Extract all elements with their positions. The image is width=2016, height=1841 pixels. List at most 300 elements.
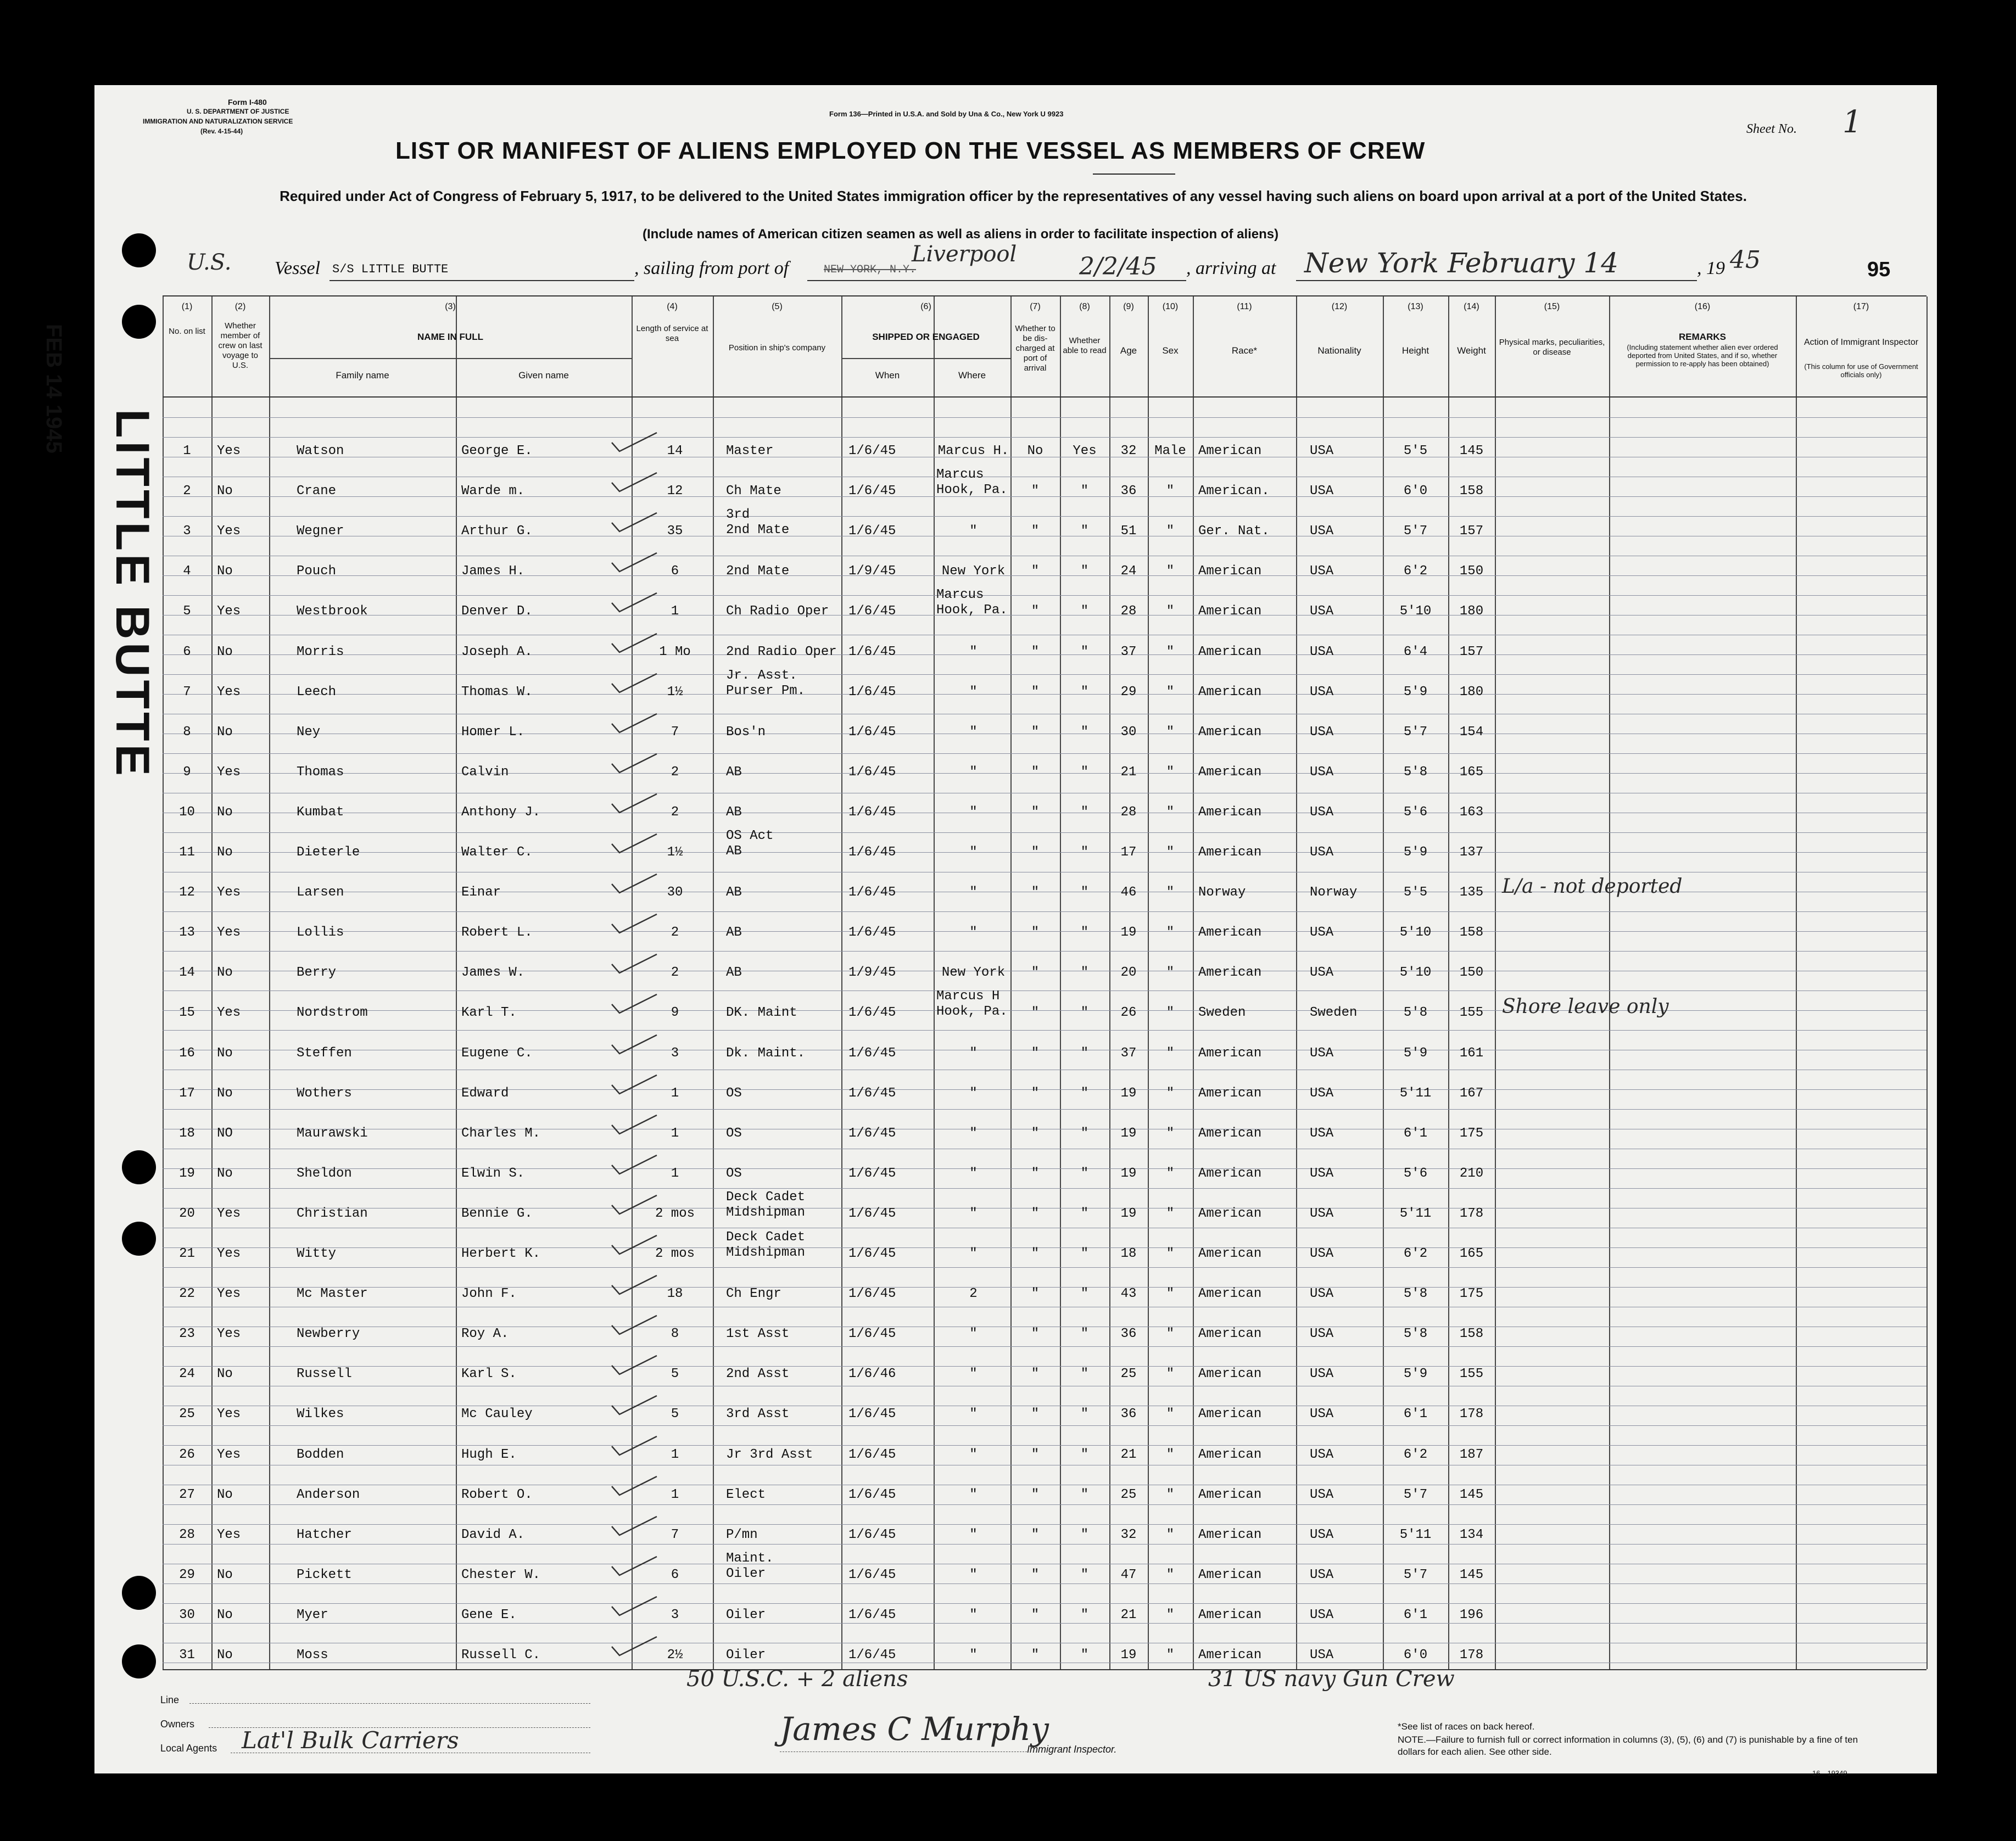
crew-last-voyage: No xyxy=(217,845,233,860)
department: U. S. DEPARTMENT OF JUSTICE xyxy=(187,108,289,115)
height: 5'7 xyxy=(1403,524,1428,539)
row-number: 15 xyxy=(179,1005,195,1020)
position: DK. Maint xyxy=(726,1005,797,1020)
age: 18 xyxy=(1120,1246,1137,1261)
length-of-service: 35 xyxy=(667,524,683,539)
check-mark-icon xyxy=(610,1395,659,1417)
position: Jr. Asst. xyxy=(726,668,797,683)
able-to-read: " xyxy=(1080,1527,1089,1542)
shipped-when: 1/6/45 xyxy=(848,1005,896,1020)
form-code: 16—19349 xyxy=(1812,1769,1847,1777)
crew-last-voyage: Yes xyxy=(217,1005,241,1020)
position-line2: Purser Pm. xyxy=(726,684,806,698)
vessel-prefix: U.S. xyxy=(187,250,232,275)
crew-last-voyage: No xyxy=(217,1367,233,1381)
ruled-line xyxy=(163,437,1926,438)
shipped-when: 1/6/45 xyxy=(848,1568,896,1582)
family-name: Dieterle xyxy=(297,845,360,860)
column-rule xyxy=(1193,296,1194,1669)
sex: " xyxy=(1166,1005,1175,1020)
crew-last-voyage: Yes xyxy=(217,1527,241,1542)
weight: 163 xyxy=(1459,805,1484,820)
family-name: Pouch xyxy=(297,564,337,579)
shipped-where-line2: Hook, Pa. xyxy=(936,603,1008,618)
races-note: *See list of races on back hereof. xyxy=(1398,1721,1535,1732)
nationality: USA xyxy=(1310,845,1334,860)
family-name: Moss xyxy=(297,1648,328,1663)
shipped-where: " xyxy=(969,1166,978,1181)
discharged: " xyxy=(1031,564,1040,579)
given-name: Arthur G. xyxy=(461,524,533,539)
header-when: When xyxy=(875,370,900,380)
nationality: USA xyxy=(1310,1447,1334,1462)
shipped-where: " xyxy=(969,1407,978,1422)
column-rule xyxy=(1796,296,1797,1669)
given-name: George E. xyxy=(461,444,533,458)
header-given-name: Given name xyxy=(518,370,569,380)
sex: " xyxy=(1166,1206,1175,1221)
column-rule xyxy=(1010,296,1012,1669)
length-of-service: 18 xyxy=(667,1286,683,1301)
position: Oiler xyxy=(726,1608,766,1622)
length-of-service: 5 xyxy=(671,1367,679,1381)
check-mark-icon xyxy=(610,1274,659,1296)
nationality: USA xyxy=(1310,1367,1334,1381)
year-label: , 19 xyxy=(1697,258,1725,278)
weight: 178 xyxy=(1459,1407,1484,1422)
given-name: John F. xyxy=(461,1286,517,1301)
owners-label: Owners xyxy=(160,1719,195,1730)
column-rule xyxy=(211,296,213,1669)
able-to-read: " xyxy=(1080,725,1089,740)
weight: 137 xyxy=(1459,845,1484,860)
crew-last-voyage: Yes xyxy=(217,1407,241,1422)
shipped-when: 1/9/45 xyxy=(848,965,896,980)
header-list-no: No. on list xyxy=(169,327,205,336)
nationality: USA xyxy=(1310,1568,1334,1582)
age: 17 xyxy=(1120,845,1137,860)
shipped-when: 1/6/45 xyxy=(848,1648,896,1663)
shipped-when: 1/6/45 xyxy=(848,1246,896,1261)
family-name: Anderson xyxy=(297,1487,360,1502)
discharged: " xyxy=(1031,1246,1040,1261)
sailing-port-typed: NEW YORK, N.Y. xyxy=(824,264,917,276)
header-remarks-detail: (Including statement whether alien ever ordered deported from United States, and if so, whether permission to re-apply has been obtained) xyxy=(1627,343,1778,368)
length-of-service: 2½ xyxy=(667,1648,683,1663)
length-of-service: 1 xyxy=(671,1447,679,1462)
agents-label: Local Agents xyxy=(160,1743,217,1754)
able-to-read: " xyxy=(1080,765,1089,780)
shipped-where: " xyxy=(969,1206,978,1221)
row-number: 31 xyxy=(179,1648,195,1663)
weight: 180 xyxy=(1459,604,1484,619)
column-number: (6) xyxy=(920,302,931,311)
age: 20 xyxy=(1120,965,1137,980)
length-of-service: 7 xyxy=(671,725,679,740)
column-rule xyxy=(713,296,714,1669)
able-to-read: " xyxy=(1080,645,1089,659)
position-line2: Midshipman xyxy=(726,1245,806,1260)
shipped-when: 1/6/45 xyxy=(848,1166,896,1181)
given-name: Eugene C. xyxy=(461,1046,533,1061)
column-number: (7) xyxy=(1030,302,1041,311)
nationality: USA xyxy=(1310,1487,1334,1502)
nationality: USA xyxy=(1310,1086,1334,1101)
header-name-in-full: NAME IN FULL xyxy=(417,332,483,342)
discharged: " xyxy=(1031,1086,1040,1101)
length-of-service: 1 xyxy=(671,604,679,619)
family-name: Christian xyxy=(297,1206,368,1221)
race: American xyxy=(1198,725,1262,740)
sex: " xyxy=(1166,765,1175,780)
length-of-service: 3 xyxy=(671,1608,679,1622)
shipped-when: 1/6/45 xyxy=(848,1407,896,1422)
age: 21 xyxy=(1120,1447,1137,1462)
race: American xyxy=(1198,1568,1262,1582)
check-mark-icon xyxy=(610,913,659,935)
column-rule xyxy=(1296,296,1297,1669)
given-name: Joseph A. xyxy=(461,645,533,659)
discharged: " xyxy=(1031,1166,1040,1181)
race: American xyxy=(1198,805,1262,820)
ruled-line xyxy=(163,1524,1926,1525)
sex: " xyxy=(1166,1608,1175,1622)
sailing-port: Liverpool xyxy=(912,242,1017,267)
nationality: USA xyxy=(1310,965,1334,980)
able-to-read: " xyxy=(1080,885,1089,900)
sex: " xyxy=(1166,1367,1175,1381)
length-of-service: 8 xyxy=(671,1327,679,1341)
crew-last-voyage: No xyxy=(217,645,233,659)
crew-last-voyage: Yes xyxy=(217,1447,241,1462)
page-title: LIST OR MANIFEST OF ALIENS EMPLOYED ON THE VESSEL AS MEMBERS OF CREW xyxy=(395,137,1426,164)
check-mark-icon xyxy=(610,1234,659,1256)
weight: 154 xyxy=(1459,725,1484,740)
family-name: Westbrook xyxy=(297,604,368,619)
race: American xyxy=(1198,1648,1262,1663)
remarks: L/a - not deported xyxy=(1502,875,1683,898)
subtitle: Required under Act of Congress of February 5, 1917, to be delivered to the United States immigration officer by the representatives of any vessel having such aliens on board upon arrival at a port of the United States. xyxy=(280,188,1747,204)
punch-hole xyxy=(122,1644,156,1678)
row-number: 12 xyxy=(179,885,195,900)
shipped-where: 2 xyxy=(969,1286,978,1301)
shipped-where: " xyxy=(969,805,978,820)
nationality: USA xyxy=(1310,1286,1334,1301)
length-of-service: 1½ xyxy=(667,845,683,860)
sex: " xyxy=(1166,1246,1175,1261)
height: 5'8 xyxy=(1403,765,1428,780)
crew-last-voyage: No xyxy=(217,1487,233,1502)
header-family-name: Family name xyxy=(336,370,389,380)
discharged: " xyxy=(1031,1206,1040,1221)
shipped-where: " xyxy=(969,845,978,860)
shipped-where: " xyxy=(969,1126,978,1141)
able-to-read: " xyxy=(1080,1286,1089,1301)
discharged: " xyxy=(1031,965,1040,980)
race: American. xyxy=(1198,484,1270,499)
length-of-service: 2 mos xyxy=(655,1246,695,1261)
race: American xyxy=(1198,564,1262,579)
family-name: Sheldon xyxy=(297,1166,352,1181)
position: OS Act xyxy=(726,829,774,843)
sex: " xyxy=(1166,1487,1175,1502)
shipped-where: Marcus H. xyxy=(937,444,1009,458)
position: AB xyxy=(726,965,742,980)
sex: " xyxy=(1166,1286,1175,1301)
punch-hole xyxy=(122,233,156,267)
check-mark-icon xyxy=(610,552,659,574)
race: American xyxy=(1198,1327,1262,1341)
able-to-read: " xyxy=(1080,1206,1089,1221)
position-line2: Midshipman xyxy=(726,1205,806,1220)
discharged: " xyxy=(1031,765,1040,780)
height: 5'7 xyxy=(1403,1487,1428,1502)
position-line2: Oiler xyxy=(726,1566,766,1581)
given-name: Karl T. xyxy=(461,1005,517,1020)
crew-last-voyage: Yes xyxy=(217,685,241,700)
weight: 145 xyxy=(1459,1568,1484,1582)
sex: " xyxy=(1166,725,1175,740)
row-number: 17 xyxy=(179,1086,195,1101)
able-to-read: " xyxy=(1080,1166,1089,1181)
date-stamp: FEB 14 1945 xyxy=(42,324,66,454)
row-number: 8 xyxy=(183,725,191,740)
age: 36 xyxy=(1120,1327,1137,1341)
discharged: " xyxy=(1031,1407,1040,1422)
header-where: Where xyxy=(958,370,986,380)
row-number: 3 xyxy=(183,524,191,539)
header-shipped-engaged: SHIPPED OR ENGAGED xyxy=(872,332,980,342)
check-mark-icon xyxy=(610,793,659,815)
column-number: (16) xyxy=(1694,302,1711,311)
given-name: James H. xyxy=(461,564,525,579)
position: Ch Mate xyxy=(726,484,781,499)
row-number: 19 xyxy=(179,1166,195,1181)
column-number: (15) xyxy=(1544,302,1560,311)
revision: (Rev. 4-15-44) xyxy=(200,127,243,135)
check-mark-icon xyxy=(610,1435,659,1457)
sheet-label: Sheet No. xyxy=(1746,122,1797,136)
ruled-line xyxy=(163,1445,1926,1446)
able-to-read: " xyxy=(1080,805,1089,820)
title-underline xyxy=(1093,174,1175,175)
length-of-service: 7 xyxy=(671,1527,679,1542)
sex: " xyxy=(1166,845,1175,860)
fine-note: NOTE.—Failure to furnish full or correct information in columns (3), (5), (6) and (7) is punishable by a fine of ten dollars for each alien. See other side. xyxy=(1398,1734,1858,1757)
nationality: USA xyxy=(1310,1407,1334,1422)
shipped-when: 1/9/45 xyxy=(848,564,896,579)
column-rule xyxy=(1609,296,1610,1669)
race: American xyxy=(1198,1447,1262,1462)
crew-tally: 50 U.S.C. + 2 aliens xyxy=(686,1666,908,1692)
age: 37 xyxy=(1120,645,1137,659)
check-mark-icon xyxy=(610,1314,659,1336)
header-inspector-action: Action of Immigrant Inspector xyxy=(1803,338,1919,347)
check-mark-icon xyxy=(610,1475,659,1497)
shipped-where: " xyxy=(969,1447,978,1462)
sex: " xyxy=(1166,885,1175,900)
shipped-where: New York xyxy=(941,564,1006,579)
age: 46 xyxy=(1120,885,1137,900)
race: American xyxy=(1198,685,1262,700)
check-mark-icon xyxy=(610,1555,659,1577)
age: 19 xyxy=(1120,1166,1137,1181)
header-sex: Sex xyxy=(1162,345,1179,356)
column-rule xyxy=(456,296,457,1669)
weight: 157 xyxy=(1459,524,1484,539)
height: 5'5 xyxy=(1403,444,1428,458)
family-name: Newberry xyxy=(297,1327,360,1341)
shipped-when: 1/6/45 xyxy=(848,1327,896,1341)
age: 29 xyxy=(1120,685,1137,700)
shipped-where: " xyxy=(969,685,978,700)
row-number: 9 xyxy=(183,765,191,780)
shipped-where: Marcus xyxy=(936,467,984,482)
nationality: Norway xyxy=(1310,885,1358,900)
shipped-when: 1/6/45 xyxy=(848,604,896,619)
shipped-where: " xyxy=(969,725,978,740)
sailing-underline xyxy=(807,280,1186,281)
position: 3rd xyxy=(726,507,750,522)
nationality: USA xyxy=(1310,725,1334,740)
able-to-read: " xyxy=(1080,925,1089,940)
shipped-when: 1/6/45 xyxy=(848,805,896,820)
line-underline xyxy=(189,1703,590,1704)
ruled-line xyxy=(163,674,1926,675)
race: American xyxy=(1198,1527,1262,1542)
position: P/mn xyxy=(726,1527,758,1542)
given-name: Elwin S. xyxy=(461,1166,525,1181)
family-name: Wilkes xyxy=(297,1407,344,1422)
crew-last-voyage: No xyxy=(217,965,233,980)
table-bottom-rule xyxy=(163,1669,1926,1670)
column-number: (8) xyxy=(1079,302,1090,311)
position: Bos'n xyxy=(726,725,766,740)
nationality: USA xyxy=(1310,1648,1334,1663)
race: American xyxy=(1198,1126,1262,1141)
position: AB xyxy=(726,765,742,780)
crew-last-voyage: No xyxy=(217,805,233,820)
nationality: USA xyxy=(1310,765,1334,780)
age: 47 xyxy=(1120,1568,1137,1582)
family-name: Witty xyxy=(297,1246,337,1261)
family-name: Leech xyxy=(297,685,337,700)
length-of-service: 6 xyxy=(671,564,679,579)
check-mark-icon xyxy=(610,1515,659,1537)
position: Deck Cadet xyxy=(726,1230,806,1245)
length-of-service: 5 xyxy=(671,1407,679,1422)
shipped-when: 1/6/45 xyxy=(848,645,896,659)
weight: 187 xyxy=(1459,1447,1484,1462)
printer-line: Form 136—Printed in U.S.A. and Sold by Una & Co., New York U 9923 xyxy=(829,110,1064,118)
family-name: Maurawski xyxy=(297,1126,368,1141)
discharged: " xyxy=(1031,645,1040,659)
family-name: Crane xyxy=(297,484,337,499)
given-name: Thomas W. xyxy=(461,685,533,700)
discharged: " xyxy=(1031,1527,1040,1542)
sex: " xyxy=(1166,1327,1175,1341)
shipped-where: " xyxy=(969,885,978,900)
weight: 196 xyxy=(1459,1608,1484,1622)
crew-last-voyage: Yes xyxy=(217,1286,241,1301)
race: American xyxy=(1198,1046,1262,1061)
length-of-service: 9 xyxy=(671,1005,679,1020)
race: American xyxy=(1198,645,1262,659)
column-number: (2) xyxy=(234,302,246,311)
crew-last-voyage: NO xyxy=(217,1126,233,1141)
weight: 178 xyxy=(1459,1648,1484,1663)
able-to-read: " xyxy=(1080,845,1089,860)
family-name: Larsen xyxy=(297,885,344,900)
check-mark-icon xyxy=(610,1194,659,1216)
header-weight: Weight xyxy=(1457,345,1486,356)
crew-last-voyage: Yes xyxy=(217,604,241,619)
position: Oiler xyxy=(726,1648,766,1663)
given-name: Russell C. xyxy=(461,1648,541,1663)
position: OS xyxy=(726,1126,742,1141)
given-name: Homer L. xyxy=(461,725,525,740)
row-number: 20 xyxy=(179,1206,195,1221)
height: 5'10 xyxy=(1399,604,1432,619)
column-number: (11) xyxy=(1237,302,1252,311)
crew-last-voyage: Yes xyxy=(217,524,241,539)
weight: 161 xyxy=(1459,1046,1484,1061)
shipped-when: 1/6/45 xyxy=(848,484,896,499)
given-name: Mc Cauley xyxy=(461,1407,533,1422)
crew-last-voyage: Yes xyxy=(217,1327,241,1341)
able-to-read: " xyxy=(1080,564,1089,579)
row-number: 13 xyxy=(179,925,195,940)
header-bottom-rule xyxy=(163,396,1926,398)
age: 19 xyxy=(1120,1126,1137,1141)
row-number: 7 xyxy=(183,685,191,700)
height: 6'1 xyxy=(1403,1126,1428,1141)
sex: " xyxy=(1166,1046,1175,1061)
discharged: " xyxy=(1031,725,1040,740)
shipped-when: 1/6/45 xyxy=(848,1608,896,1622)
nationality: USA xyxy=(1310,484,1334,499)
ruled-line xyxy=(163,516,1926,517)
shipped-where: " xyxy=(969,1608,978,1622)
weight: 158 xyxy=(1459,1327,1484,1341)
ruled-line xyxy=(163,1188,1926,1189)
row-number: 24 xyxy=(179,1367,195,1381)
check-mark-icon xyxy=(610,512,659,534)
nationality: USA xyxy=(1310,645,1334,659)
discharged: " xyxy=(1031,1447,1040,1462)
age: 25 xyxy=(1120,1487,1137,1502)
nationality: USA xyxy=(1310,685,1334,700)
able-to-read: " xyxy=(1080,1086,1089,1101)
height: 5'11 xyxy=(1399,1527,1432,1542)
column-rule xyxy=(1383,296,1384,1669)
height: 6'2 xyxy=(1403,564,1428,579)
height: 6'0 xyxy=(1403,1648,1428,1663)
column-rule xyxy=(1148,296,1149,1669)
weight: 158 xyxy=(1459,925,1484,940)
ruled-line xyxy=(163,417,1926,418)
discharged: " xyxy=(1031,1568,1040,1582)
punch-hole xyxy=(122,305,156,339)
ruled-line xyxy=(163,1544,1926,1545)
sex: " xyxy=(1166,805,1175,820)
shipped-where: " xyxy=(969,1046,978,1061)
given-name: Bennie G. xyxy=(461,1206,533,1221)
family-name: Hatcher xyxy=(297,1527,352,1542)
position: OS xyxy=(726,1086,742,1101)
check-mark-icon xyxy=(610,713,659,735)
length-of-service: 30 xyxy=(667,885,683,900)
